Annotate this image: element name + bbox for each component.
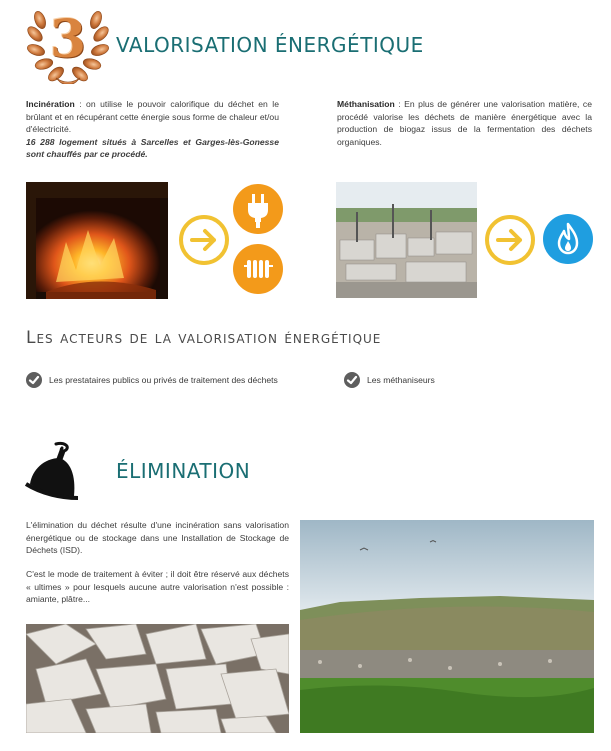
incineration-label: Incinération: [26, 99, 75, 109]
actor-item: [344, 371, 435, 389]
gas-flame-icon: [543, 214, 593, 264]
actor-item-label: Les méthaniseurs: [367, 375, 435, 385]
arrow-right-icon: [484, 214, 536, 266]
incineration-paragraph: [26, 98, 279, 161]
arrow-right-icon: [178, 214, 230, 266]
laurel-badge: [26, 4, 110, 84]
badge-number: 3: [49, 9, 87, 70]
incineration-highlight: 16 288 logement situés à Sarcelles et Garges-lès-Gonesse sont chauffés par ce procédé.: [26, 136, 279, 159]
methanisation-plant-photo: [336, 182, 477, 298]
methanisation-text: : En plus de générer une valorisation matière, ce procédé valorise les déchets de manière énergétique avec la production de biogaz issus de la fermentation des déchets organiques.: [337, 99, 592, 147]
electric-plug-icon: [233, 184, 283, 234]
methanisation-label: Méthanisation: [337, 99, 395, 109]
checkmark-icon: [344, 372, 360, 388]
plaster-waste-photo: [26, 624, 289, 733]
incinerator-fire-photo: [26, 182, 168, 299]
checkmark-icon: [26, 372, 42, 388]
methanisation-paragraph: [337, 98, 592, 148]
incineration-text: : on utilise le pouvoir calorifique du déchet en le brûlant et en récupérant cette énergie sous forme de chaleur et/ou d'électricité.: [26, 99, 279, 134]
elimination-paragraph-1: L'élimination du déchet résulte d'une incinération sans valorisation énergétique ou de stockage dans une Installation de Stockage de Déchets (ISD).: [26, 520, 289, 555]
radiator-icon: [233, 244, 283, 294]
actors-title: Les acteurs de la valorisation énergétique: [26, 328, 382, 348]
landfill-photo: [300, 520, 594, 733]
section-title-elimination: ÉLIMINATION: [116, 459, 251, 483]
actor-item-label: Les prestataires publics ou privés de traitement des déchets: [49, 375, 278, 385]
elimination-bell-icon: [22, 440, 86, 502]
actor-item: [26, 371, 278, 389]
elimination-paragraph-2: C'est le mode de traitement à éviter ; il doit être réservé aux déchets « ultimes » pour lesquels aucune autre valorisation n'est possible : amiante, plâtre...: [26, 569, 289, 604]
section-title-valorisation: VALORISATION ÉNERGÉTIQUE: [116, 33, 424, 57]
